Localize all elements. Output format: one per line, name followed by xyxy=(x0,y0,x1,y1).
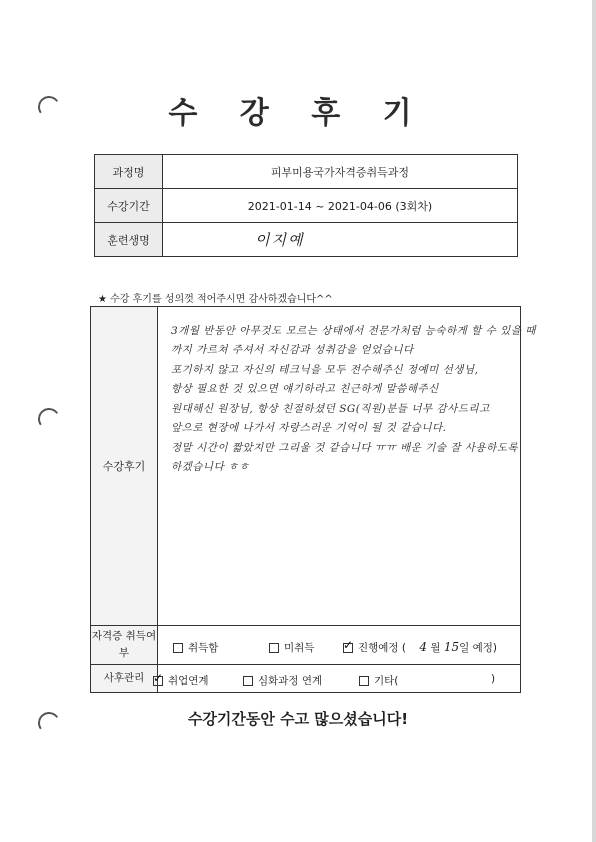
qual-option-label: 진행예정 ( xyxy=(358,642,407,654)
checkbox-icon[interactable] xyxy=(359,676,369,686)
review-line: 항상 필요한 것 있으면 얘기하라고 친근하게 말씀해주신 xyxy=(171,383,439,395)
period-row xyxy=(95,189,518,223)
review-label: 수강후기 xyxy=(91,307,158,625)
page-title: 수 강 후 기 xyxy=(168,96,428,131)
trainee-name: 이지예 xyxy=(255,231,305,249)
name-row xyxy=(95,223,518,257)
qualification-label-text: 자격증 취득여부 xyxy=(91,630,157,659)
review-line: 3개월 반동안 아무것도 모르는 상태에서 전문가처럼 능숙하게 할 수 있을 때 xyxy=(171,325,536,337)
review-line: 까지 가르쳐 주셔서 자신감과 성취감을 얻었습니다 xyxy=(171,344,414,356)
review-form xyxy=(90,306,536,693)
period-value: 2021-01-14 ~ 2021-04-06 (3회차) xyxy=(163,189,518,223)
aftercare-option-advanced[interactable] xyxy=(243,673,322,688)
course-label: 과정명 xyxy=(95,155,163,189)
aftercare-option-other[interactable] xyxy=(359,673,398,688)
checked-checkbox-icon[interactable] xyxy=(343,643,353,653)
review-line: 앞으로 현장에 나가서 자랑스러운 기억이 될 것 같습니다. xyxy=(171,422,447,434)
planned-day: 15 xyxy=(443,640,460,654)
qual-option-label: 취득함 xyxy=(188,642,219,654)
aftercare-label-text: 사후관리 xyxy=(103,672,145,684)
qual-option-not-obtained[interactable] xyxy=(269,640,314,655)
qualification-label xyxy=(91,626,158,666)
aftercare-option-label: 기타( xyxy=(374,675,399,687)
qual-option-label: 미취득 xyxy=(284,642,315,654)
review-line: 하겠습니다 ㅎㅎ xyxy=(171,461,250,473)
name-cell xyxy=(163,223,518,257)
instruction-note: ★ 수강 후기를 성의껏 적어주시면 감사하겠습니다^^ xyxy=(98,294,333,305)
punch-hole-middle xyxy=(36,406,61,431)
review-line: 포기하지 않고 자신의 테크닉을 모두 전수해주신 정예미 선생님, xyxy=(171,364,479,376)
aftercare-option-label: 취업연계 xyxy=(168,675,209,687)
aftercare-close-paren: ) xyxy=(491,673,496,685)
qual-option-planned[interactable] xyxy=(343,640,497,655)
checkbox-icon[interactable] xyxy=(173,643,183,653)
aftercare-option-label: 심화과정 연계 xyxy=(258,675,323,687)
month-suffix: 월 xyxy=(430,642,441,654)
course-info-table xyxy=(94,154,518,257)
checked-checkbox-icon[interactable] xyxy=(153,676,163,686)
checkbox-icon[interactable] xyxy=(269,643,279,653)
closing-message: 수강기간동안 수고 많으셨습니다! xyxy=(187,710,409,728)
qual-option-obtained[interactable] xyxy=(173,640,218,655)
planned-month: 4 xyxy=(419,640,427,654)
aftercare-label xyxy=(91,665,158,692)
day-suffix: 일 예정) xyxy=(459,642,497,654)
period-label: 수강기간 xyxy=(95,189,163,223)
course-row xyxy=(95,155,518,189)
aftercare-option-employment[interactable] xyxy=(153,673,209,688)
review-line: 원대해신 원장님, 항상 친절하셨던 SG(직원)분들 너무 감사드리고 xyxy=(171,403,490,415)
review-line: 정말 시간이 짧았지만 그리울 것 같습니다 ㅠㅠ 배운 기술 잘 사용하도록 xyxy=(171,442,519,454)
name-label: 훈련생명 xyxy=(95,223,163,257)
checkbox-icon[interactable] xyxy=(243,676,253,686)
course-value: 피부미용국가자격증취득과정 xyxy=(163,155,518,189)
